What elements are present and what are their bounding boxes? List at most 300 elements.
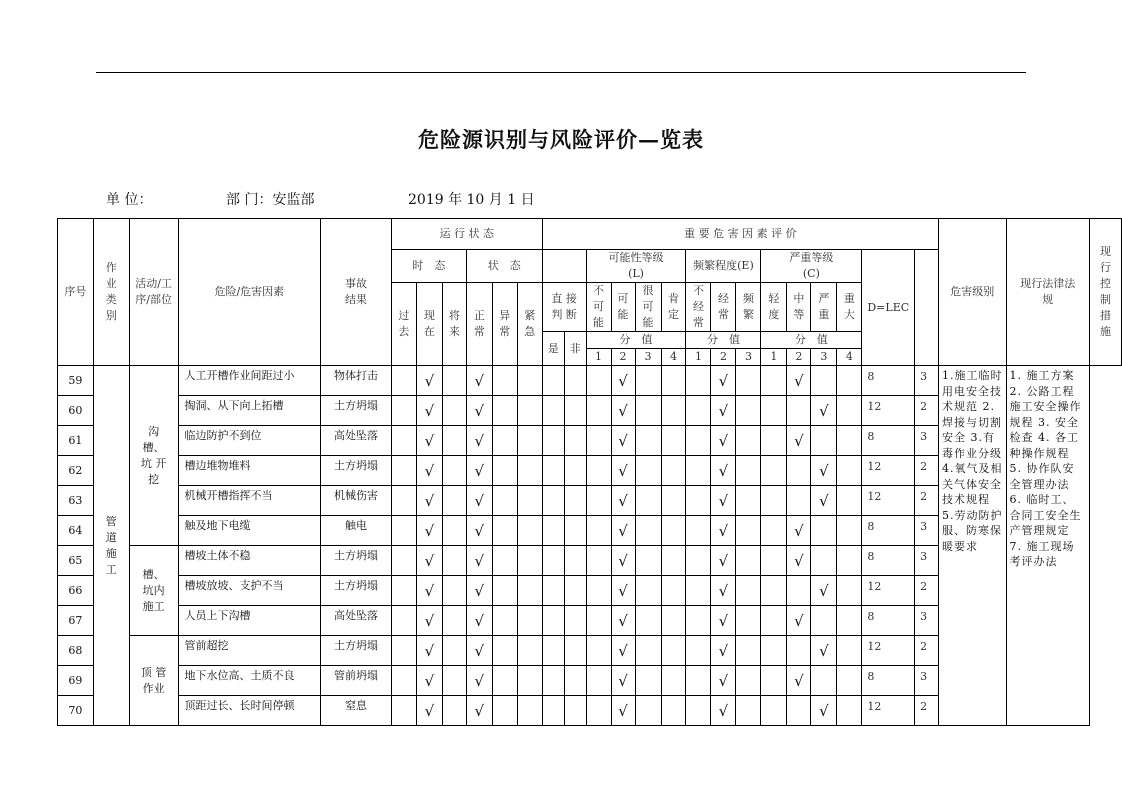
empty-cell — [837, 636, 862, 666]
empty-cell — [686, 636, 711, 666]
check-mark: √ — [416, 606, 442, 636]
empty-cell — [787, 636, 811, 666]
row-activity: 槽、坑内 施工 — [129, 546, 178, 636]
empty-cell — [492, 426, 517, 456]
empty-cell — [517, 366, 542, 396]
empty-cell — [686, 366, 711, 396]
check-mark: √ — [811, 576, 837, 606]
header-score-num: 1 — [686, 349, 711, 366]
header-C-item: 轻度 — [761, 283, 787, 332]
row-result: 土方坍塌 — [321, 576, 392, 606]
check-mark: √ — [416, 546, 442, 576]
empty-cell — [761, 606, 787, 636]
check-mark: √ — [466, 546, 492, 576]
check-mark: √ — [611, 576, 635, 606]
header-score-num: 4 — [661, 349, 686, 366]
row-D: 12 — [862, 486, 915, 516]
empty-cell — [492, 546, 517, 576]
empty-cell — [661, 666, 686, 696]
empty-cell — [517, 546, 542, 576]
row-level: 3 — [915, 546, 939, 576]
empty-cell — [761, 546, 787, 576]
empty-cell — [635, 366, 661, 396]
row-hazard: 掏洞、从下向上拓槽 — [178, 396, 321, 426]
empty-cell — [635, 426, 661, 456]
check-mark: √ — [611, 486, 635, 516]
empty-cell — [442, 456, 466, 486]
header-hazard: 危险/危害因素 — [178, 219, 321, 366]
row-seq: 68 — [58, 636, 94, 666]
header-score-num: 2 — [711, 349, 736, 366]
row-seq: 66 — [58, 576, 94, 606]
laws-text: 1.施工临时用电安全技术规范 2.焊接与切割安全 3.有毒作业分级 4.氧气及相关气体安全技术规程 5.劳动防护服、防寒保暖要求 — [939, 366, 1007, 726]
header-L-item: 肯定 — [661, 283, 686, 332]
row-level: 2 — [915, 396, 939, 426]
empty-cell — [837, 396, 862, 426]
empty-cell — [837, 426, 862, 456]
empty-cell — [686, 696, 711, 726]
check-mark: √ — [787, 516, 811, 546]
empty-cell — [564, 486, 586, 516]
empty-cell — [736, 456, 761, 486]
check-mark: √ — [416, 576, 442, 606]
empty-cell — [661, 696, 686, 726]
empty-cell — [492, 486, 517, 516]
empty-cell — [837, 516, 862, 546]
empty-cell — [442, 366, 466, 396]
controls-text: 1. 施工方案 2. 公路工程施工安全操作规程 3. 安全检查 4. 各工种操作规程 5. 协作队安全管理办法 6. 临时工、合同工安全生产管理规定 7. 施工现场考评办法 — [1006, 366, 1089, 726]
empty-cell — [736, 546, 761, 576]
empty-cell — [542, 456, 564, 486]
empty-cell — [442, 426, 466, 456]
row-D: 8 — [862, 606, 915, 636]
check-mark: √ — [711, 396, 736, 426]
empty-cell — [517, 696, 542, 726]
empty-cell — [787, 696, 811, 726]
empty-cell — [564, 576, 586, 606]
empty-cell — [492, 456, 517, 486]
empty-cell — [736, 426, 761, 456]
check-mark: √ — [787, 546, 811, 576]
empty-cell — [391, 696, 416, 726]
empty-cell — [837, 606, 862, 636]
row-D: 8 — [862, 666, 915, 696]
empty-cell — [564, 516, 586, 546]
empty-cell — [661, 516, 686, 546]
check-mark: √ — [416, 486, 442, 516]
row-D: 8 — [862, 366, 915, 396]
empty-cell — [635, 576, 661, 606]
check-mark: √ — [416, 666, 442, 696]
row-hazard: 槽坡土体不稳 — [178, 546, 321, 576]
empty-cell — [542, 546, 564, 576]
empty-cell — [736, 606, 761, 636]
empty-cell — [661, 606, 686, 636]
empty-cell — [542, 606, 564, 636]
empty-cell — [517, 576, 542, 606]
empty-cell — [635, 516, 661, 546]
empty-cell — [686, 486, 711, 516]
check-mark: √ — [787, 426, 811, 456]
empty-cell — [391, 666, 416, 696]
empty-cell — [635, 486, 661, 516]
row-result: 物体打击 — [321, 366, 392, 396]
row-level: 3 — [915, 366, 939, 396]
row-seq: 65 — [58, 546, 94, 576]
row-level: 3 — [915, 426, 939, 456]
header-score-num: 3 — [811, 349, 837, 366]
header-past: 过去 — [391, 283, 416, 366]
row-level: 2 — [915, 486, 939, 516]
row-D: 8 — [862, 546, 915, 576]
empty-cell — [542, 696, 564, 726]
header-abnormal: 异常 — [492, 283, 517, 366]
check-mark: √ — [811, 456, 837, 486]
empty-cell — [564, 546, 586, 576]
empty-cell — [586, 666, 611, 696]
header-L: 可能性等级(L) — [586, 250, 686, 283]
check-mark: √ — [787, 366, 811, 396]
empty-cell — [391, 486, 416, 516]
row-seq: 61 — [58, 426, 94, 456]
row-result: 机械伤害 — [321, 486, 392, 516]
header-C-item: 重大 — [837, 283, 862, 332]
row-seq: 63 — [58, 486, 94, 516]
row-result: 窒息 — [321, 696, 392, 726]
header-D: D=LEC — [862, 250, 915, 366]
header-rule — [96, 72, 1026, 73]
empty-cell — [686, 546, 711, 576]
empty-cell — [517, 426, 542, 456]
row-level: 2 — [915, 636, 939, 666]
empty-cell — [736, 696, 761, 726]
row-seq: 59 — [58, 366, 94, 396]
check-mark: √ — [711, 366, 736, 396]
empty-cell — [837, 576, 862, 606]
empty-cell — [391, 546, 416, 576]
empty-cell — [837, 666, 862, 696]
empty-cell — [635, 636, 661, 666]
empty-cell — [492, 666, 517, 696]
row-hazard: 管前超挖 — [178, 636, 321, 666]
empty-cell — [517, 606, 542, 636]
header-result: 事故结果 — [321, 219, 392, 366]
empty-cell — [442, 576, 466, 606]
header-score-num: 2 — [787, 349, 811, 366]
empty-cell — [635, 546, 661, 576]
empty-cell — [564, 456, 586, 486]
check-mark: √ — [611, 366, 635, 396]
empty-cell — [761, 396, 787, 426]
empty-cell — [586, 426, 611, 456]
header-direct: 直 接 判 断 — [542, 283, 586, 332]
empty-cell — [761, 516, 787, 546]
empty-cell — [586, 576, 611, 606]
check-mark: √ — [466, 486, 492, 516]
empty-cell — [736, 366, 761, 396]
empty-cell — [837, 366, 862, 396]
header-E-item: 经常 — [711, 283, 736, 332]
check-mark: √ — [611, 516, 635, 546]
empty-cell — [837, 486, 862, 516]
header-state: 状 态 — [466, 250, 542, 283]
empty-cell — [542, 576, 564, 606]
row-hazard: 临边防护不到位 — [178, 426, 321, 456]
header-score-L: 分 值 — [586, 332, 686, 349]
empty-cell — [761, 666, 787, 696]
row-activity: 沟槽、坑 开挖 — [129, 366, 178, 546]
row-level: 2 — [915, 576, 939, 606]
header-blank — [542, 250, 586, 283]
header-score-num: 1 — [761, 349, 787, 366]
empty-cell — [542, 666, 564, 696]
row-result: 触电 — [321, 516, 392, 546]
header-score-num: 1 — [586, 349, 611, 366]
empty-cell — [564, 426, 586, 456]
header-E-item: 频繁 — [736, 283, 761, 332]
header-controls: 现行控制措施 — [1090, 219, 1122, 366]
empty-cell — [564, 396, 586, 426]
row-hazard: 槽坡放坡、支护不当 — [178, 576, 321, 606]
check-mark: √ — [611, 606, 635, 636]
empty-cell — [661, 576, 686, 606]
empty-cell — [586, 696, 611, 726]
empty-cell — [442, 666, 466, 696]
empty-cell — [492, 606, 517, 636]
header-score-num: 4 — [837, 349, 862, 366]
row-level: 3 — [915, 516, 939, 546]
check-mark: √ — [466, 516, 492, 546]
table-row — [58, 366, 1122, 396]
empty-cell — [661, 486, 686, 516]
empty-cell — [586, 546, 611, 576]
empty-cell — [442, 396, 466, 426]
row-D: 12 — [862, 636, 915, 666]
check-mark: √ — [416, 456, 442, 486]
header-seq: 序号 — [58, 219, 94, 366]
row-hazard: 人工开槽作业间距过小 — [178, 366, 321, 396]
check-mark: √ — [711, 456, 736, 486]
empty-cell — [686, 576, 711, 606]
empty-cell — [686, 456, 711, 486]
empty-cell — [492, 636, 517, 666]
empty-cell — [542, 636, 564, 666]
header-normal: 正常 — [466, 283, 492, 366]
empty-cell — [661, 636, 686, 666]
header-score-num: 2 — [611, 349, 635, 366]
empty-cell — [787, 576, 811, 606]
empty-cell — [517, 396, 542, 426]
check-mark: √ — [466, 456, 492, 486]
row-hazard: 顶距过长、长时间停顿 — [178, 696, 321, 726]
header-laws: 现行法律法规 — [1006, 219, 1089, 366]
empty-cell — [661, 396, 686, 426]
empty-cell — [442, 546, 466, 576]
header-L-item: 可能 — [611, 283, 635, 332]
empty-cell — [492, 516, 517, 546]
empty-cell — [564, 666, 586, 696]
empty-cell — [686, 426, 711, 456]
empty-cell — [492, 696, 517, 726]
empty-cell — [635, 666, 661, 696]
empty-cell — [811, 546, 837, 576]
empty-cell — [736, 666, 761, 696]
header-now: 现在 — [416, 283, 442, 366]
empty-cell — [761, 486, 787, 516]
empty-cell — [635, 696, 661, 726]
empty-cell — [686, 396, 711, 426]
row-seq: 62 — [58, 456, 94, 486]
empty-cell — [586, 486, 611, 516]
empty-cell — [761, 696, 787, 726]
header-E: 频繁程度(E) — [686, 250, 761, 283]
empty-cell — [661, 366, 686, 396]
unit-label: 单 位： — [106, 192, 153, 208]
empty-cell — [542, 516, 564, 546]
row-result: 土方坍塌 — [321, 636, 392, 666]
check-mark: √ — [466, 366, 492, 396]
header-score-E: 分 值 — [686, 332, 761, 349]
check-mark: √ — [711, 486, 736, 516]
empty-cell — [837, 456, 862, 486]
row-D: 8 — [862, 516, 915, 546]
row-seq: 60 — [58, 396, 94, 426]
row-seq: 64 — [58, 516, 94, 546]
empty-cell — [542, 426, 564, 456]
empty-cell — [811, 666, 837, 696]
row-result: 土方坍塌 — [321, 456, 392, 486]
header-score-num: 3 — [736, 349, 761, 366]
header-future: 将来 — [442, 283, 466, 366]
empty-cell — [586, 636, 611, 666]
check-mark: √ — [787, 606, 811, 636]
empty-cell — [761, 456, 787, 486]
empty-cell — [736, 516, 761, 546]
row-result: 土方坍塌 — [321, 546, 392, 576]
empty-cell — [492, 366, 517, 396]
empty-cell — [517, 666, 542, 696]
row-D: 12 — [862, 456, 915, 486]
empty-cell — [564, 636, 586, 666]
header-C: 严重等级(C) — [761, 250, 862, 283]
check-mark: √ — [611, 696, 635, 726]
dept-label: 部 门：安监部 — [226, 192, 315, 208]
empty-cell — [837, 696, 862, 726]
empty-cell — [542, 486, 564, 516]
row-D: 8 — [862, 426, 915, 456]
row-result: 高处坠落 — [321, 606, 392, 636]
check-mark: √ — [466, 636, 492, 666]
row-hazard: 地下水位高、土质不良 — [178, 666, 321, 696]
empty-cell — [761, 636, 787, 666]
row-D: 12 — [862, 576, 915, 606]
empty-cell — [442, 486, 466, 516]
header-E-item: 不经常 — [686, 283, 711, 332]
check-mark: √ — [711, 606, 736, 636]
empty-cell — [391, 396, 416, 426]
empty-cell — [811, 366, 837, 396]
row-hazard: 槽边堆物堆料 — [178, 456, 321, 486]
check-mark: √ — [711, 426, 736, 456]
row-D: 12 — [862, 696, 915, 726]
check-mark: √ — [611, 636, 635, 666]
empty-cell — [391, 366, 416, 396]
empty-cell — [787, 396, 811, 426]
row-seq: 70 — [58, 696, 94, 726]
empty-cell — [635, 606, 661, 636]
empty-cell — [586, 396, 611, 426]
check-mark: √ — [811, 696, 837, 726]
header-emergency: 紧急 — [517, 283, 542, 366]
row-category: 管道施工 — [93, 366, 129, 726]
header-run-state: 运 行 状 态 — [391, 219, 542, 250]
empty-cell — [686, 666, 711, 696]
row-hazard: 机械开槽指挥不当 — [178, 486, 321, 516]
row-activity: 顶 管 作业 — [129, 636, 178, 726]
row-seq: 67 — [58, 606, 94, 636]
empty-cell — [492, 576, 517, 606]
row-seq: 69 — [58, 666, 94, 696]
empty-cell — [517, 516, 542, 546]
check-mark: √ — [811, 636, 837, 666]
check-mark: √ — [416, 636, 442, 666]
header-C-item: 严重 — [811, 283, 837, 332]
check-mark: √ — [416, 426, 442, 456]
row-level: 3 — [915, 606, 939, 636]
check-mark: √ — [416, 366, 442, 396]
check-mark: √ — [811, 486, 837, 516]
header-L-item: 不可能 — [586, 283, 611, 332]
check-mark: √ — [711, 576, 736, 606]
check-mark: √ — [416, 696, 442, 726]
row-result: 土方坍塌 — [321, 396, 392, 426]
empty-cell — [564, 696, 586, 726]
header-eval: 重 要 危 害 因 素 评 价 — [542, 219, 938, 250]
empty-cell — [586, 516, 611, 546]
header-L-item: 很可能 — [635, 283, 661, 332]
empty-cell — [761, 366, 787, 396]
check-mark: √ — [711, 546, 736, 576]
empty-cell — [586, 366, 611, 396]
empty-cell — [661, 426, 686, 456]
check-mark: √ — [466, 666, 492, 696]
empty-cell — [517, 486, 542, 516]
empty-cell — [761, 426, 787, 456]
row-hazard: 人员上下沟槽 — [178, 606, 321, 636]
check-mark: √ — [611, 546, 635, 576]
empty-cell — [492, 396, 517, 426]
empty-cell — [736, 486, 761, 516]
header-category: 作业类别 — [93, 219, 129, 366]
check-mark: √ — [416, 396, 442, 426]
check-mark: √ — [611, 666, 635, 696]
empty-cell — [542, 366, 564, 396]
row-hazard: 触及地下电缆 — [178, 516, 321, 546]
empty-cell — [635, 456, 661, 486]
check-mark: √ — [787, 666, 811, 696]
header-score-C: 分 值 — [761, 332, 862, 349]
empty-cell — [811, 606, 837, 636]
empty-cell — [837, 546, 862, 576]
row-level: 2 — [915, 456, 939, 486]
check-mark: √ — [466, 606, 492, 636]
check-mark: √ — [611, 396, 635, 426]
header-time-state: 时 态 — [391, 250, 466, 283]
check-mark: √ — [711, 516, 736, 546]
header-level: 危害级别 — [939, 219, 1007, 366]
empty-cell — [686, 606, 711, 636]
empty-cell — [442, 636, 466, 666]
